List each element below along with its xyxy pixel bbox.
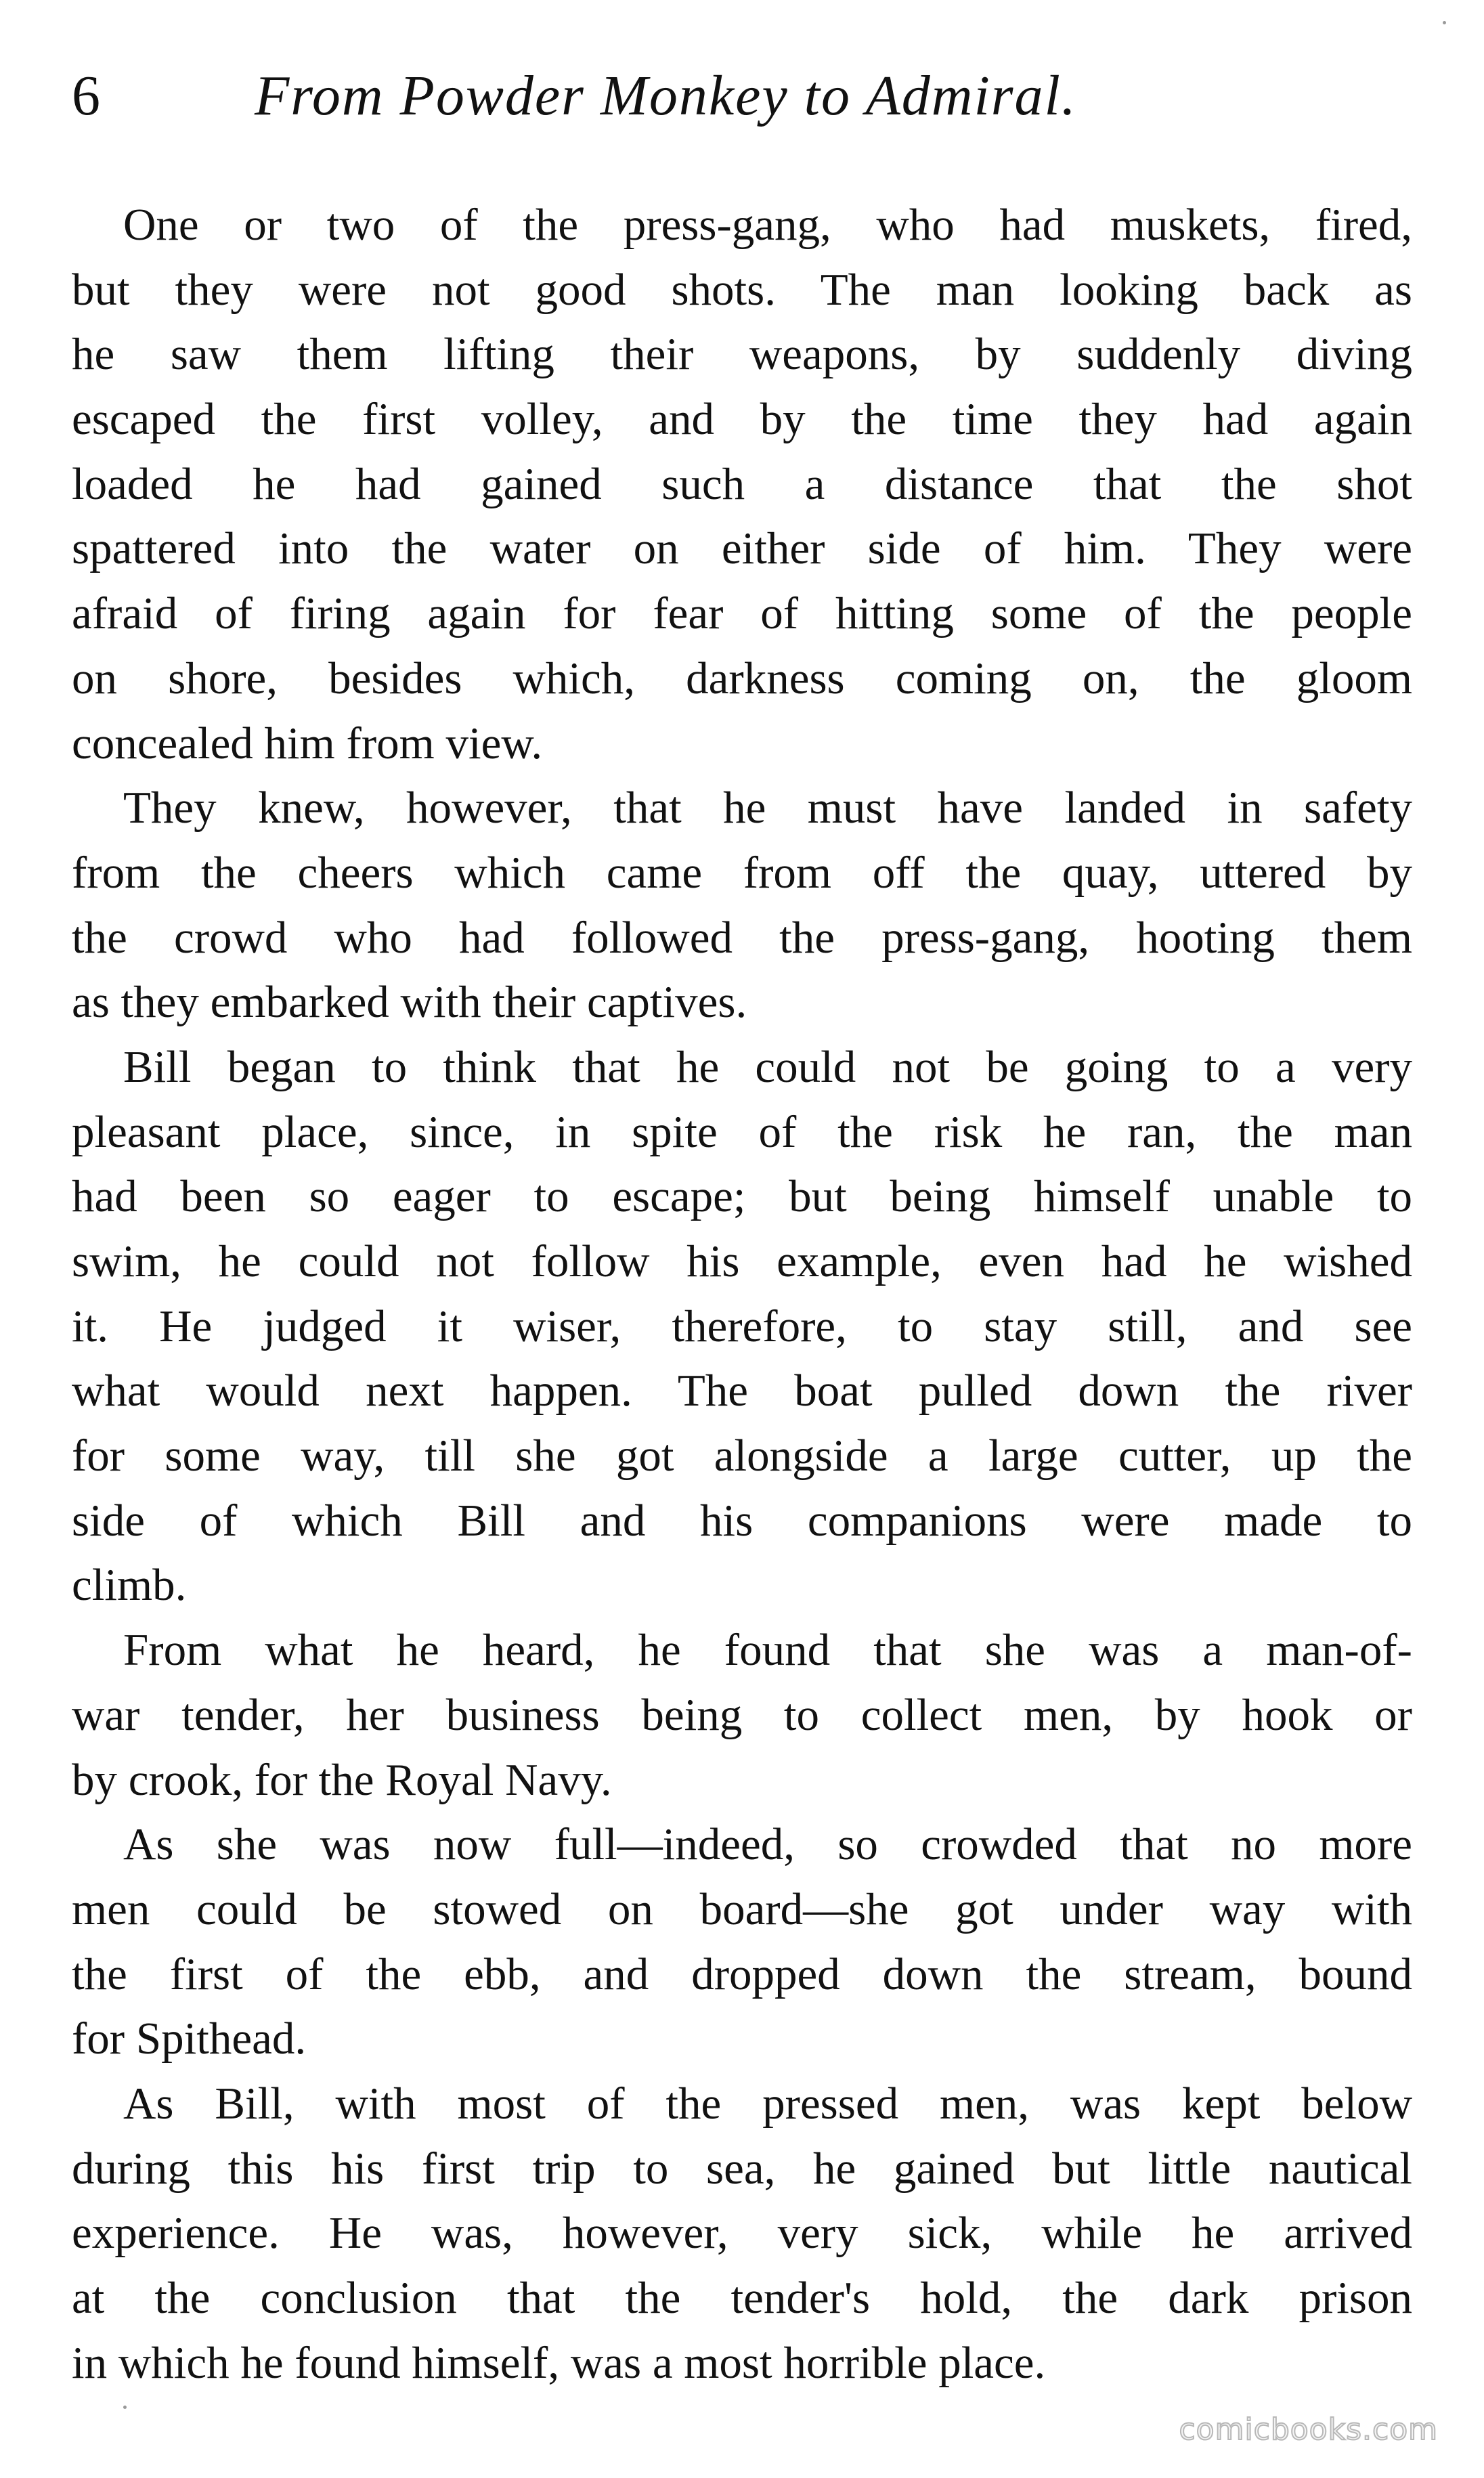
- text-line: he saw them lifting their weapons, by suddenly diving: [72, 329, 1412, 380]
- text-line: pleasant place, since, in spite of the risk he ran, the man: [72, 1106, 1412, 1157]
- text-line: experience. He was, however, very sick, while he arrived: [72, 2208, 1412, 2259]
- paragraph: [72, 1812, 1412, 2072]
- text-line: it. He judged it wiser, therefore, to stay still, and see: [72, 1301, 1412, 1351]
- paragraph: [72, 1618, 1412, 1812]
- text-line: for some way, till she got alongside a large cutter, up the: [72, 1431, 1412, 1481]
- print-speck-decoration: [1443, 21, 1446, 24]
- text-line: war tender, her business being to collect men, by hook or: [72, 1689, 1412, 1740]
- text-line: from the cheers which came from off the quay, uttered by: [72, 847, 1412, 898]
- page-header: [72, 62, 1412, 144]
- watermark-text: comicbooks.com: [1179, 2412, 1438, 2447]
- text-line: at the conclusion that the tender's hold, the dark prison: [72, 2273, 1412, 2323]
- text-line: men could be stowed on board—she got under way with: [72, 1884, 1412, 1934]
- text-line: climb.: [72, 1560, 187, 1611]
- text-line: in which he found himself, was a most horrible place.: [72, 2337, 1046, 2388]
- running-title: From Powder Monkey to Admiral.: [255, 64, 1077, 127]
- text-line: escaped the first volley, and by the time they had again: [72, 394, 1412, 445]
- text-line: Bill began to think that he could not be going to a very: [123, 1041, 1412, 1092]
- text-line: swim, he could not follow his example, even had he wished: [72, 1236, 1412, 1286]
- paragraph: [72, 2072, 1412, 2395]
- text-line: loaded he had gained such a distance that the shot: [72, 458, 1412, 509]
- text-line: concealed him from view.: [72, 718, 543, 768]
- text-line: during this his first trip to sea, he gained but little nautical: [72, 2143, 1412, 2194]
- paragraph: [72, 1035, 1412, 1618]
- text-line: on shore, besides which, darkness coming on, the gloom: [72, 653, 1412, 703]
- text-line: afraid of firing again for fear of hitting some of the people: [72, 588, 1412, 639]
- text-line: One or two of the press-gang, who had muskets, fired,: [123, 200, 1412, 250]
- text-line: side of which Bill and his companions were made to: [72, 1495, 1412, 1546]
- text-line: by crook, for the Royal Navy.: [72, 1754, 612, 1805]
- text-line: They knew, however, that he must have landed in safety: [123, 783, 1412, 833]
- text-line: spattered into the water on either side of him. They were: [72, 523, 1412, 574]
- paragraph: [72, 776, 1412, 1035]
- page-number: 6: [72, 64, 100, 127]
- body-text: [72, 193, 1412, 2395]
- paragraph: [72, 193, 1412, 776]
- text-line: As she was now full—indeed, so crowded that no more: [123, 1819, 1412, 1870]
- text-line: As Bill, with most of the pressed men, was kept below: [123, 2078, 1412, 2129]
- text-line: what would next happen. The boat pulled down the river: [72, 1366, 1412, 1416]
- text-line: had been so eager to escape; but being himself unable to: [72, 1171, 1412, 1222]
- text-line: as they embarked with their captives.: [72, 977, 747, 1028]
- text-line: but they were not good shots. The man looking back as: [72, 264, 1412, 315]
- text-line: From what he heard, he found that she was a man-of-: [123, 1625, 1412, 1676]
- print-speck-decoration: [123, 2406, 127, 2409]
- text-line: the crowd who had followed the press-gang, hooting them: [72, 912, 1412, 963]
- text-line: the first of the ebb, and dropped down the stream, bound: [72, 1949, 1412, 1999]
- text-line: for Spithead.: [72, 2014, 307, 2064]
